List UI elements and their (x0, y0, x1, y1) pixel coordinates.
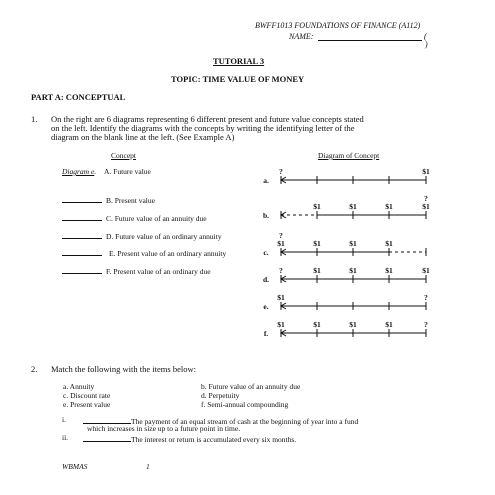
item-ii-number: ii. (62, 433, 69, 442)
item-i-number: i. (62, 415, 66, 424)
tutorial-title: TUTORIAL 3 (213, 56, 265, 66)
q1-line-1: On the right are 6 diagrams representing 6 different present and future value concepts stated (51, 114, 364, 124)
cash-flow-label: $1 (385, 239, 393, 248)
option-a: a. Annuity (63, 382, 95, 391)
topic-title: TOPIC: TIME VALUE OF MONEY (171, 74, 305, 84)
cash-flow-label: $1 (277, 293, 285, 302)
option-b: b. Future value of an annuity due (201, 382, 301, 391)
answer-blank-ii[interactable] (83, 433, 131, 442)
name-paren-open: ( (424, 32, 427, 41)
q2-text: Match the following with the items below: (51, 364, 196, 374)
concept-c: C. Future value of an annuity due (106, 214, 207, 223)
cash-flow-label: $1 (385, 202, 393, 211)
cash-flow-label: $1 (349, 202, 357, 211)
diagram-letter: f. (263, 329, 269, 338)
cash-flow-label: $1 (313, 202, 321, 211)
cash-flow-label: $1 (385, 320, 393, 329)
diagram-letter: c. (263, 248, 269, 257)
footer-label: WBMAS (62, 462, 88, 471)
item-ii-row (83, 433, 296, 444)
q1-line-3: diagram on the blank line at the left. (See Example A) (51, 132, 235, 142)
q1-number: 1. (31, 114, 38, 124)
option-e: e. Present value (63, 400, 111, 409)
cash-flow-label: $1 (277, 320, 285, 329)
concept-d: D. Future value of an ordinary annuity (106, 232, 222, 241)
option-f: f. Semi-annual compounding (201, 400, 289, 409)
name-label: NAME: (289, 32, 314, 41)
cash-flow-label: $1 (349, 239, 357, 248)
answer-blank-i[interactable] (83, 415, 131, 424)
cash-flow-label: $1 (313, 239, 321, 248)
diagram-letter: b. (262, 211, 270, 220)
cash-flow-label: ? (279, 167, 283, 176)
cash-flow-label: $1 (422, 167, 430, 176)
page-number: 1 (146, 462, 150, 471)
diagram-column-header: Diagram of Concept (318, 151, 380, 160)
concept-f: F. Present value of an ordinary due (106, 267, 211, 276)
cash-flow-label: $1 (313, 266, 321, 275)
cash-flow-label: $1 (349, 266, 357, 275)
item-ii-line-1: The interest or return is accumulated every six months. (131, 435, 297, 444)
cash-flow-label: ? (424, 293, 428, 302)
cash-flow-label: $1 (277, 239, 285, 248)
cash-flow-label: ? (279, 231, 283, 240)
option-c: c. Discount rate (63, 391, 111, 400)
cash-flow-label: $1 (422, 266, 430, 275)
concept-a-prefix: Diagram e. (62, 167, 97, 176)
cash-flow-label: $1 (385, 266, 393, 275)
name-paren-close: ) (425, 40, 428, 49)
diagram-letter: a. (263, 176, 269, 185)
cash-flow-label: ? (279, 266, 283, 275)
cash-flow-label: ? (424, 320, 428, 329)
concept-a: A. Future value (104, 167, 151, 176)
option-d: d. Perpetuity (201, 391, 240, 400)
concept-b: B. Present value (106, 196, 155, 205)
q2-number: 2. (31, 364, 38, 374)
diagram-letter: d. (262, 275, 270, 284)
q1-line-2: on the left. Identify the diagrams with the concepts by writing the identifying letter of the (51, 123, 355, 133)
item-i-line-2: which increases in size up to a future point in time. (87, 424, 241, 433)
course-header: BWFF1013 FOUNDATIONS OF FINANCE (A112) (255, 21, 421, 30)
cash-flow-label: ? (424, 194, 428, 203)
cash-flow-label: $1 (422, 202, 430, 211)
concept-column-header: Concept (111, 151, 136, 160)
cash-flow-label: $1 (349, 320, 357, 329)
item-i-line-1: The payment of an equal stream of cash at the beginning of year into a fund (131, 417, 359, 426)
cash-flow-label: $1 (313, 320, 321, 329)
diagram-letter: e. (263, 302, 269, 311)
part-a-heading: PART A: CONCEPTUAL (31, 92, 126, 102)
concept-e: E. Present value of an ordinary annuity (109, 249, 227, 258)
